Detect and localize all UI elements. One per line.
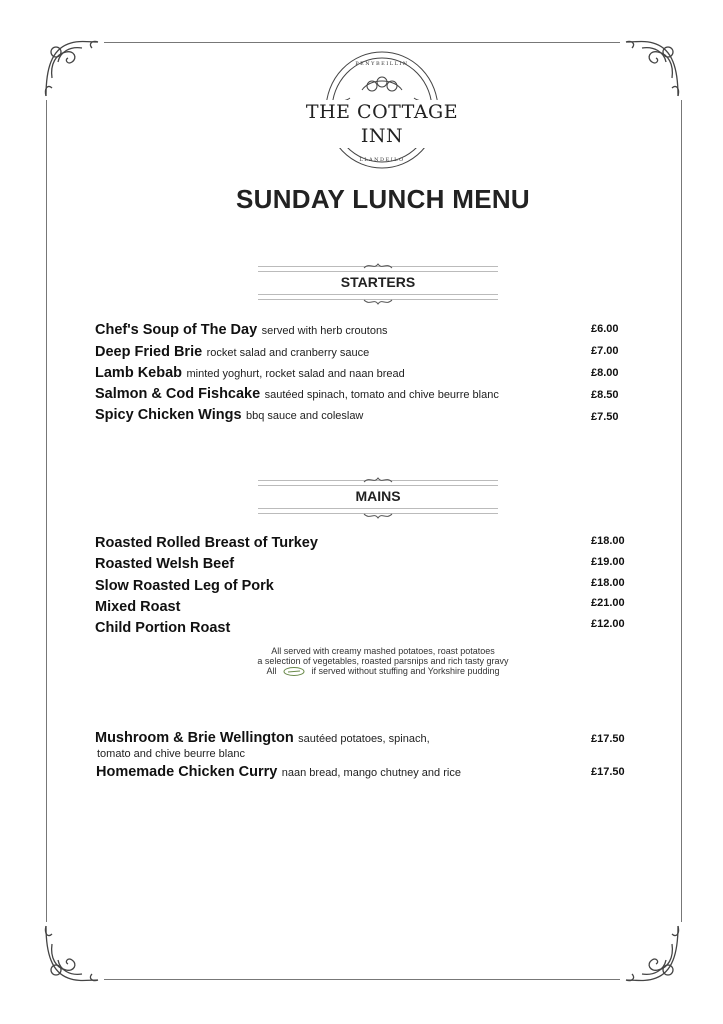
item-description: rocket salad and cranberry sauce — [206, 347, 370, 359]
item-price: £7.00 — [591, 345, 619, 357]
item-name: Chef's Soup of The Day — [95, 322, 258, 338]
item-name: Roasted Rolled Breast of Turkey — [95, 535, 318, 551]
note-line: All served with creamy mashed potatoes, roast potatoes — [271, 646, 495, 656]
item-price: £17.50 — [591, 766, 625, 778]
item-name: Mixed Roast — [95, 599, 181, 615]
item-name: Child Portion Roast — [95, 620, 231, 636]
list-item — [95, 577, 555, 595]
starters-banner — [258, 262, 498, 302]
item-price: £7.50 — [591, 411, 619, 423]
corner-ornament-icon — [42, 922, 104, 984]
list-item — [96, 763, 556, 781]
mains-heading: MAINS — [355, 488, 401, 504]
note-prefix: All — [266, 666, 277, 676]
corner-ornament-icon — [620, 922, 682, 984]
page-title: SUNDAY LUNCH MENU — [235, 184, 531, 214]
list-item-continuation — [97, 744, 557, 762]
logo-name: THE COTTAGE INN — [290, 100, 474, 148]
item-price: £19.00 — [591, 556, 625, 568]
item-name: Homemade Chicken Curry — [96, 764, 278, 780]
item-description: minted yoghurt, rocket salad and naan bread — [186, 368, 405, 380]
list-item — [95, 364, 555, 382]
corner-ornament-icon — [620, 38, 682, 100]
list-item — [95, 598, 555, 616]
mains-banner — [258, 476, 498, 516]
flourish-icon — [362, 262, 394, 270]
item-price: £17.50 — [591, 733, 625, 745]
list-item — [95, 343, 555, 361]
item-price: £18.00 — [591, 535, 625, 547]
flourish-icon — [362, 476, 394, 484]
list-item — [95, 534, 555, 552]
logo-arc-bottom-text: LLANDEILO — [359, 157, 405, 163]
item-description: sautéed spinach, tomato and chive beurre blanc — [264, 389, 499, 401]
list-item — [95, 321, 555, 339]
item-name: Mushroom & Brie Wellington — [95, 730, 294, 746]
flourish-icon — [362, 298, 394, 306]
item-name: Salmon & Cod Fishcake — [95, 386, 261, 402]
note-line — [200, 666, 566, 676]
list-item — [95, 385, 555, 403]
item-description: bbq sauce and coleslaw — [245, 410, 364, 422]
logo-arc-top-text: PENYBEILLIN — [355, 61, 409, 67]
item-name: Slow Roasted Leg of Pork — [95, 578, 274, 594]
note-line: a selection of vegetables, roasted parsnips and rich tasty gravy — [257, 656, 509, 666]
cottage-inn-logo — [290, 50, 474, 170]
item-name: Spicy Chicken Wings — [95, 407, 242, 423]
item-description: tomato and chive beurre blanc — [97, 748, 245, 760]
list-item — [95, 619, 555, 637]
list-item — [95, 555, 555, 573]
item-price: £12.00 — [591, 618, 625, 630]
item-description: served with herb croutons — [261, 325, 388, 337]
flourish-icon — [362, 512, 394, 520]
note-suffix: if served without stuffing and Yorkshire pudding — [311, 666, 500, 676]
item-name: Lamb Kebab — [95, 365, 183, 381]
gluten-free-badge-icon — [283, 667, 305, 676]
item-name: Roasted Welsh Beef — [95, 556, 235, 572]
item-description: naan bread, mango chutney and rice — [281, 767, 461, 779]
item-name: Deep Fried Brie — [95, 344, 203, 360]
item-price: £8.50 — [591, 389, 619, 401]
item-price: £18.00 — [591, 577, 625, 589]
item-price: £21.00 — [591, 597, 625, 609]
item-price: £6.00 — [591, 323, 619, 335]
item-description: sautéed potatoes, spinach, — [298, 733, 430, 745]
mains-note — [200, 646, 566, 676]
corner-ornament-icon — [42, 38, 104, 100]
starters-heading: STARTERS — [340, 274, 416, 290]
item-price: £8.00 — [591, 367, 619, 379]
list-item — [95, 406, 555, 424]
